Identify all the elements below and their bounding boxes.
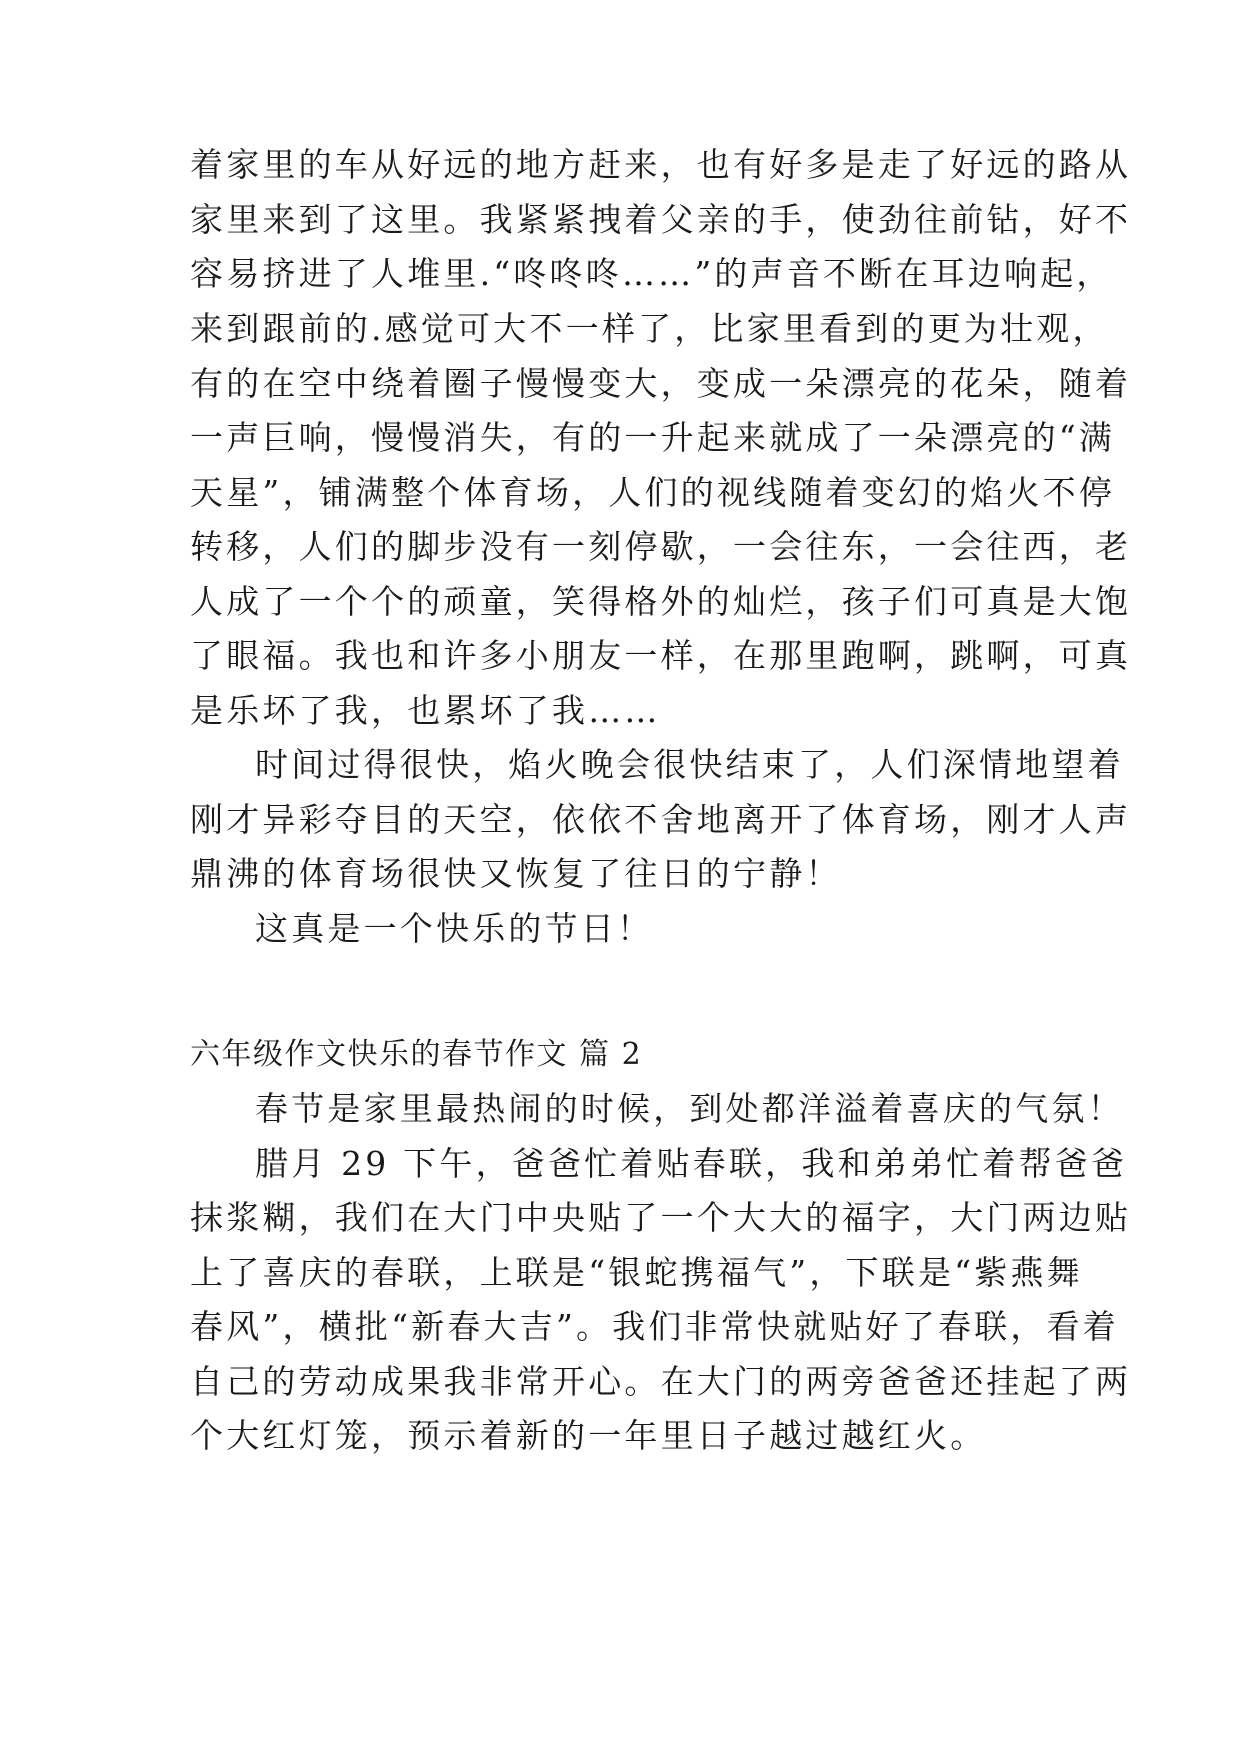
paragraph-line: 是乐坏了我，也累坏了我…… [190,691,661,730]
paragraph-line: 了眼福。我也和许多小朋友一样，在那里跑啊，跳啊，可真 [190,636,1132,675]
paragraph-line: 人成了一个个的顽童，笑得格外的灿烂，孩子们可真是大饱 [190,582,1132,621]
paragraph-line: 一声巨响，慢慢消失，有的一升起来就成了一朵漂亮的“满 [190,418,1116,457]
paragraph-line: 个大红灯笼，预示着新的一年里日子越过越红火。 [190,1416,987,1455]
paragraph-line: 春节是家里最热闹的时候，到处都洋溢着喜庆的气氛！ [255,1089,1124,1128]
paragraph-line: 时间过得很快，焰火晚会很快结束了，人们深情地望着 [255,745,1124,784]
paragraph-line: 着家里的车从好远的地方赶来，也有好多是走了好远的路从 [190,145,1132,184]
paragraph-line: 腊月 29 下午，爸爸忙着贴春联，我和弟弟忙着帮爸爸 [255,1144,1128,1183]
paragraph-line: 上了喜庆的春联，上联是“银蛇携福气”，下联是“紫燕舞 [190,1253,1083,1292]
paragraph-line: 来到跟前的.感觉可大不一样了，比家里看到的更为壮观， [190,309,1109,348]
section-heading: 六年级作文快乐的春节作文 篇 2 [190,1037,643,1072]
paragraph-line: 抹浆糊，我们在大门中央贴了一个大大的福字，大门两边贴 [190,1198,1132,1237]
paragraph-line: 这真是一个快乐的节日！ [255,909,654,948]
paragraph-line: 有的在空中绕着圈子慢慢变大，变成一朵漂亮的花朵，随着 [190,364,1132,403]
paragraph-line: 自己的劳动成果我非常开心。在大门的两旁爸爸还挂起了两 [190,1362,1132,1401]
paragraph-line: 鼎沸的体育场很快又恢复了往日的宁静！ [190,854,842,893]
paragraph-line: 转移，人们的脚步没有一刻停歇，一会往东，一会往西，老 [190,527,1132,566]
paragraph-line: 容易挤进了人堆里.“咚咚咚……”的声音不断在耳边响起， [190,254,1113,293]
paragraph-line: 天星”，铺满整个体育场，人们的视线随着变幻的焰火不停 [190,473,1116,512]
paragraph-line: 刚才异彩夺目的天空，依依不舍地离开了体育场，刚才人声 [190,800,1132,839]
paragraph-line: 春风”，横批“新春大吉”。我们非常快就贴好了春联，看着 [190,1307,1120,1346]
paragraph-line: 家里来到了这里。我紧紧拽着父亲的手，使劲往前钻，好不 [190,200,1132,239]
